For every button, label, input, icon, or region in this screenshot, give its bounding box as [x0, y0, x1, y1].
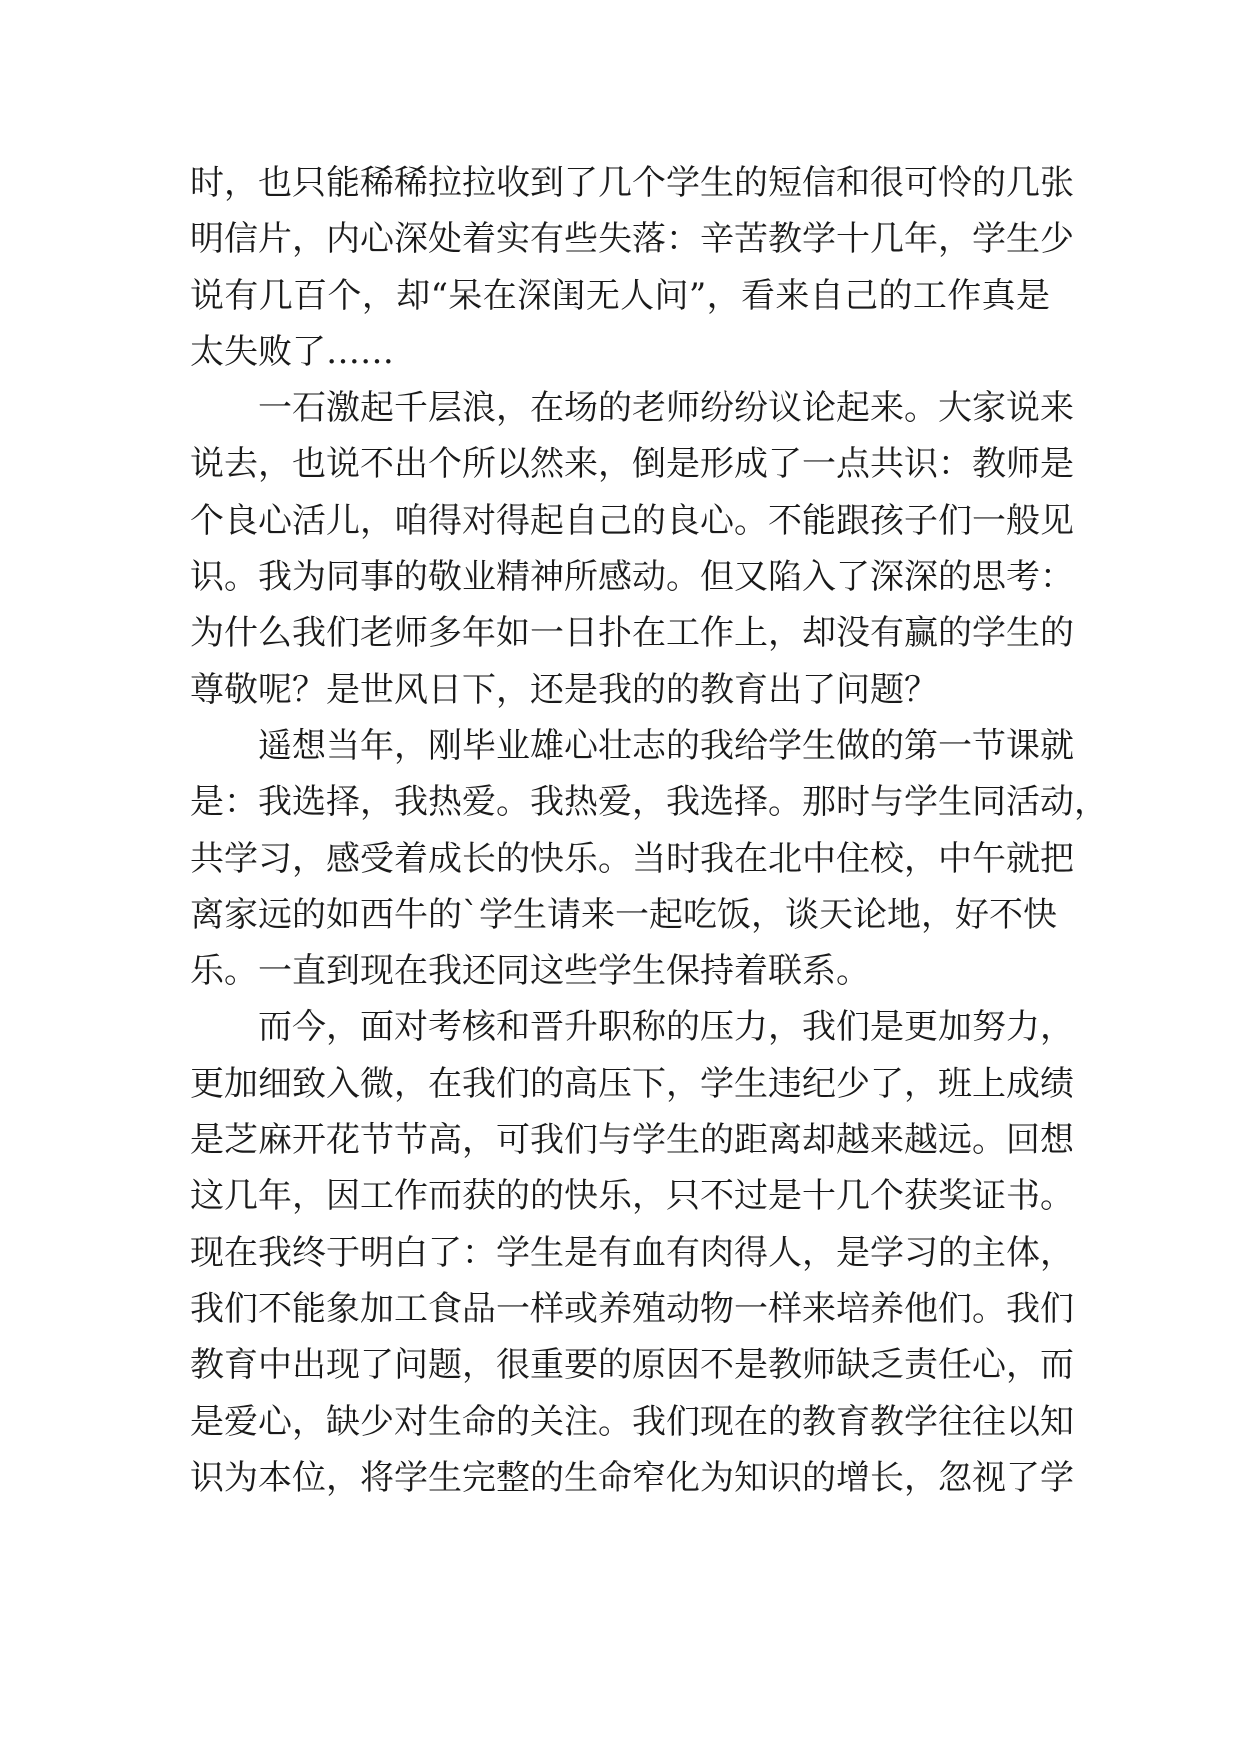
text-line: 太失败了…… — [190, 331, 394, 372]
text-line: 说有几百个，却“呆在深闺无人问”，看来自己的工作真是 — [190, 275, 1050, 316]
document-body — [190, 155, 1108, 1506]
text-line: 说去，也说不出个所以然来，倒是形成了一点共识：教师是 — [190, 444, 1074, 485]
text-line: 识为本位，将学生完整的生命窄化为知识的增长，忽视了学 — [190, 1457, 1074, 1498]
text-line: 共学习，感受着成长的快乐。当时我在北中住校，中午就把 — [190, 838, 1074, 879]
text-line: 教育中出现了问题，很重要的原因不是教师缺乏责任心，而 — [190, 1345, 1074, 1386]
text-line: 是：我选择，我热爱。我热爱，我选择。那时与学生同活动， — [190, 782, 1108, 823]
text-line: 而今，面对考核和晋升职称的压力，我们是更加努力， — [258, 1007, 1074, 1048]
text-line: 时，也只能稀稀拉拉收到了几个学生的短信和很可怜的几张 — [190, 163, 1074, 203]
text-line: 尊敬呢？是世风日下，还是我的的教育出了问题？ — [190, 669, 938, 710]
text-line: 识。我为同事的敬业精神所感动。但又陷入了深深的思考： — [190, 557, 1074, 598]
text-line: 这几年，因工作而获的的快乐，只不过是十几个获奖证书。 — [190, 1176, 1074, 1217]
text-line: 明信片，内心深处着实有些失落：辛苦教学十几年，学生少 — [190, 219, 1074, 260]
text-line: 遥想当年，刚毕业雄心壮志的我给学生做的第一节课就 — [258, 725, 1074, 766]
text-line: 更加细致入微，在我们的高压下，学生违纪少了，班上成绩 — [190, 1063, 1074, 1104]
text-line: 离家远的如西牛的`学生请来一起吃饭，谈天论地，好不快 — [190, 894, 1057, 935]
text-line: 现在我终于明白了：学生是有血有肉得人，是学习的主体， — [190, 1232, 1074, 1273]
text-line: 我们不能象加工食品一样或养殖动物一样来培养他们。我们 — [190, 1288, 1074, 1329]
text-line: 为什么我们老师多年如一日扑在工作上，却没有赢的学生的 — [190, 613, 1074, 654]
text-line: 是芝麻开花节节高，可我们与学生的距离却越来越远。回想 — [190, 1120, 1074, 1161]
text-line: 是爱心，缺少对生命的关注。我们现在的教育教学往往以知 — [190, 1401, 1074, 1442]
text-line: 个良心活儿，咱得对得起自己的良心。不能跟孩子们一般见 — [190, 500, 1074, 541]
text-line: 一石激起千层浪，在场的老师纷纷议论起来。大家说来 — [258, 388, 1074, 429]
text-line: 乐。一直到现在我还同这些学生保持着联系。 — [190, 951, 870, 992]
